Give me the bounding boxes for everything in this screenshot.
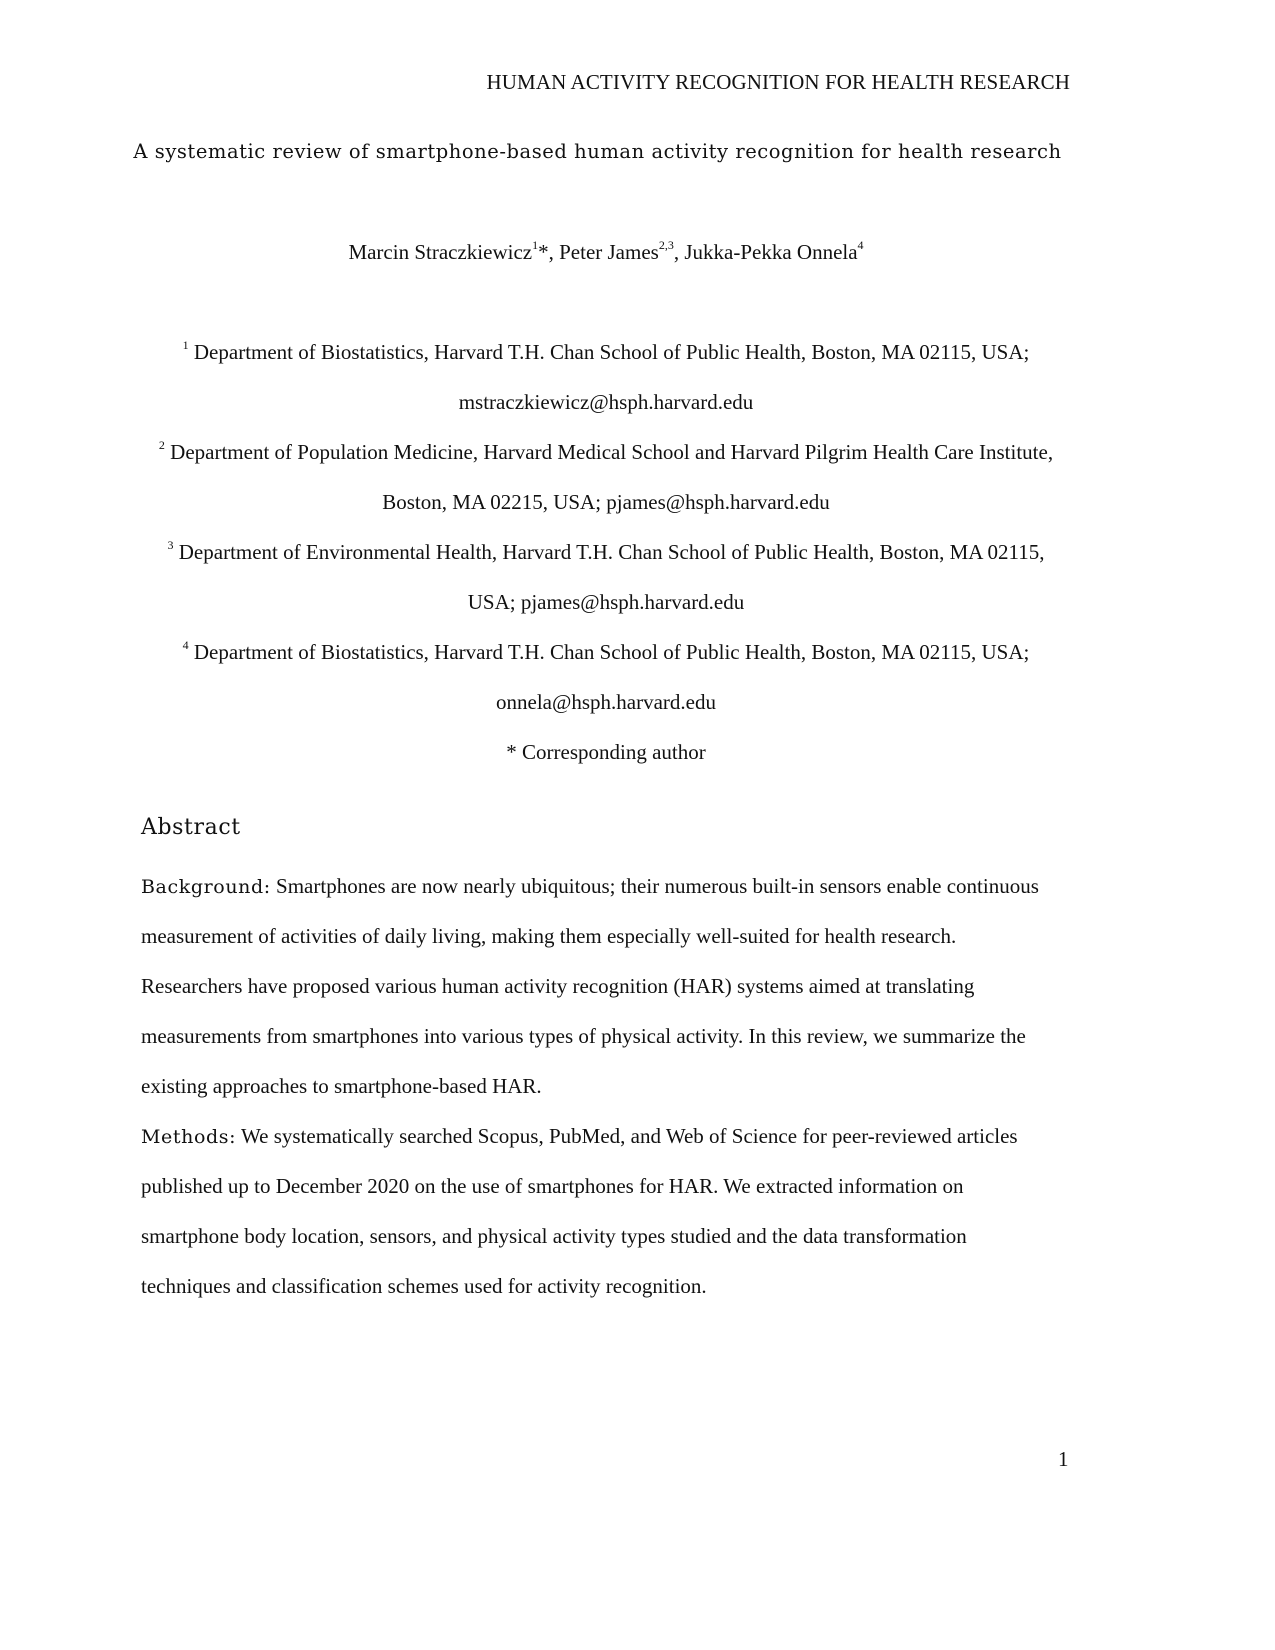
affiliation-3-line-2 — [120, 590, 1092, 615]
abstract-background-line: measurement of activities of daily living, making them especially well-suited for health research. — [141, 924, 957, 948]
author-list — [0, 240, 1212, 265]
author-affiliation-mark: 2,3 — [658, 238, 674, 252]
abstract-background-line: Researchers have proposed various human activity recognition (HAR) systems aimed at translating — [141, 974, 975, 998]
affiliation-text: Department of Biostatistics, Harvard T.H. Chan School of Public Health, Boston, MA 02115, USA; — [193, 340, 1030, 364]
abstract-methods-line — [141, 1124, 1018, 1149]
affiliation-3-line-1 — [105, 540, 1107, 565]
author-separator: , — [548, 240, 560, 264]
abstract-heading: Abstract — [141, 815, 241, 840]
background-label: Background: — [141, 876, 271, 898]
abstract-text: Smartphones are now nearly ubiquitous; their numerous built-in sensors enable continuous — [270, 874, 1039, 898]
author-name: Marcin Straczkiewicz — [348, 240, 533, 264]
affiliation-text: Department of Population Medicine, Harvard Medical School and Harvard Pilgrim Health Care Institute, — [170, 440, 1054, 464]
affiliation-email: mstraczkiewicz@hsph.harvard.edu — [458, 390, 754, 414]
abstract-methods-line: techniques and classification schemes used for activity recognition. — [141, 1274, 707, 1298]
affiliation-1-line-1 — [120, 340, 1092, 365]
affiliation-number: 2 — [158, 438, 165, 452]
abstract-background-line — [141, 874, 1039, 899]
author-name: Peter James — [559, 240, 659, 264]
author-affiliation-mark: 4 — [857, 238, 864, 252]
affiliation-email: USA; pjames@hsph.harvard.edu — [467, 590, 745, 614]
affiliation-number: 4 — [182, 638, 189, 652]
author-affiliation-mark: 1 — [532, 238, 539, 252]
abstract-methods-line: smartphone body location, sensors, and physical activity types studied and the data transformation — [141, 1224, 967, 1248]
affiliation-email: onnela@hsph.harvard.edu — [496, 690, 716, 714]
affiliation-4-line-1 — [120, 640, 1092, 665]
author-separator: , — [673, 240, 685, 264]
affiliation-2-line-2 — [120, 490, 1092, 515]
affiliation-number: 1 — [182, 338, 189, 352]
paper-title: A systematic review of smartphone-based human activity recognition for health research — [133, 140, 1062, 163]
affiliation-text: Department of Environmental Health, Harvard T.H. Chan School of Public Health, Boston, MA 02115, — [178, 540, 1045, 564]
abstract-methods-line: published up to December 2020 on the use of smartphones for HAR. We extracted information on — [141, 1174, 964, 1198]
affiliation-1-line-2 — [120, 390, 1092, 415]
corresponding-author-note: * Corresponding author — [506, 740, 706, 764]
affiliation-email: Boston, MA 02215, USA; pjames@hsph.harvard.edu — [382, 490, 830, 514]
affiliation-4-line-2 — [120, 690, 1092, 715]
abstract-background-line: existing approaches to smartphone-based HAR. — [141, 1074, 542, 1098]
affiliation-number: 3 — [167, 538, 174, 552]
page-number: 1 — [1058, 1447, 1069, 1471]
author-name: Jukka-Pekka Onnela — [684, 240, 858, 264]
abstract-background-line: measurements from smartphones into various types of physical activity. In this review, we summarize the — [141, 1024, 1026, 1048]
running-head: HUMAN ACTIVITY RECOGNITION FOR HEALTH RESEARCH — [486, 70, 1070, 94]
corresponding-marker: * — [538, 240, 549, 264]
affiliation-text: Department of Biostatistics, Harvard T.H. Chan School of Public Health, Boston, MA 02115, USA; — [193, 640, 1030, 664]
methods-label: Methods: — [141, 1126, 237, 1148]
affiliation-2-line-1 — [90, 440, 1122, 465]
abstract-text: We systematically searched Scopus, PubMed, and Web of Science for peer-reviewed articles — [236, 1124, 1018, 1148]
